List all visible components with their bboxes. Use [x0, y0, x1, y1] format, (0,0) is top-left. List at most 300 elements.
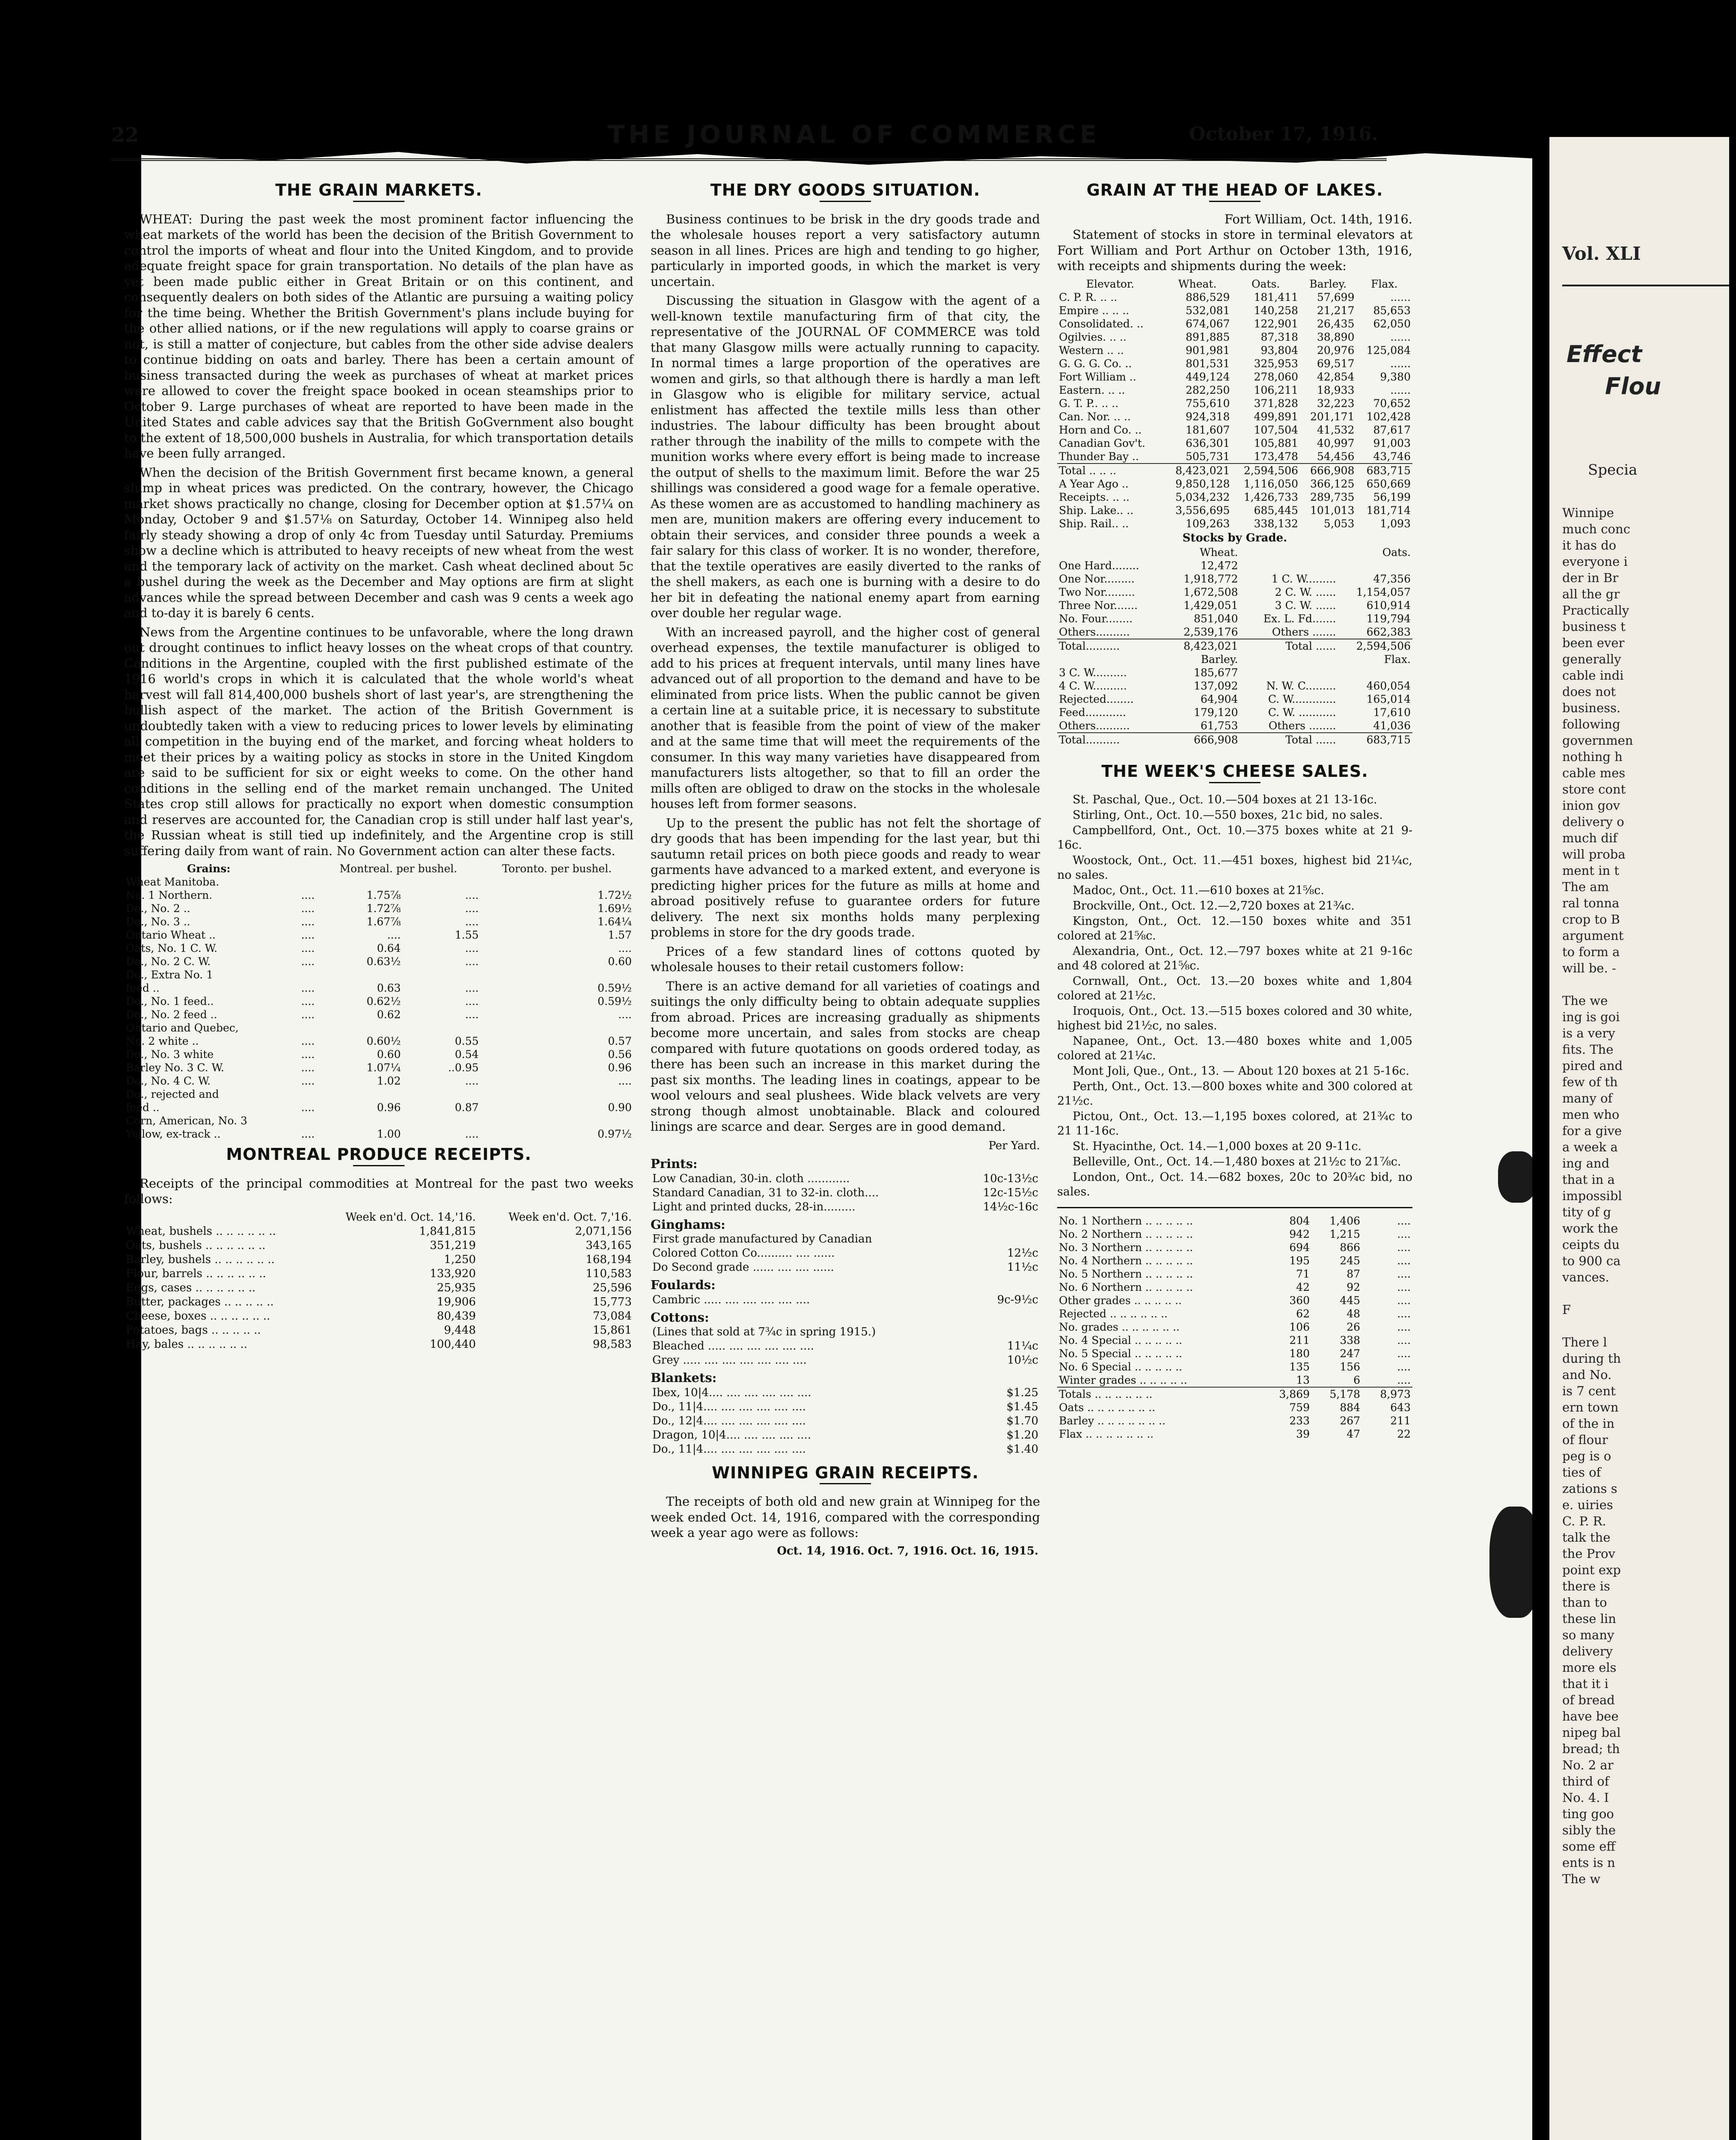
table-cell: Do., No. 2 ..: [126, 902, 190, 915]
table-cell: [480, 968, 633, 981]
table-cell: 0.62: [377, 1008, 401, 1021]
table-cell: 371,828: [1254, 397, 1299, 410]
table-cell: First grade manufactured by Canadian: [652, 1233, 872, 1245]
adjacent-text-fragment: Winnipe: [1562, 505, 1614, 520]
table-cell: 278,060: [1254, 370, 1299, 383]
table-cell: [988, 1232, 1040, 1246]
table-row: [124, 1127, 633, 1141]
table-cell: 179,120: [1194, 706, 1238, 719]
table-cell: Two Nor.........: [1059, 586, 1135, 598]
table-cell: 135: [1289, 1360, 1310, 1373]
table-cell: 0.59½: [597, 995, 632, 1008]
adjacent-text-fragment: ties of: [1562, 1465, 1601, 1480]
table-cell: ....: [465, 1075, 479, 1087]
table-cell: 1,093: [1380, 517, 1411, 530]
table-header: Montreal. per bushel.: [339, 862, 458, 875]
table-cell: Do., 11|4.... .... .... .... .... ....: [652, 1400, 806, 1413]
newspaper-title: THE JOURNAL OF COMMERCE: [608, 120, 1101, 149]
price-section-table: [651, 1325, 1040, 1367]
column-2: [651, 180, 1040, 1558]
table-row: [124, 968, 633, 981]
table-cell: 8,423,021: [1165, 639, 1240, 653]
grain-markets-heading: THE GRAIN MARKETS.: [275, 181, 482, 199]
adjacent-text-fragment: ting goo: [1562, 1807, 1614, 1821]
table-cell: 0.60: [608, 955, 632, 968]
table-cell: [480, 1088, 633, 1101]
table-cell: 755,610: [1186, 397, 1230, 410]
adjacent-text-fragment: is 7 cent: [1562, 1384, 1616, 1398]
table-cell: Do Second grade ...... .... .... ......: [652, 1261, 834, 1274]
table-row: [1057, 719, 1412, 733]
dateline: Fort William, Oct. 14th, 1916.: [1224, 211, 1412, 226]
table-cell: Eggs, cases .. .. .. .. .. ..: [126, 1281, 256, 1294]
table-cell: Do., No. 4 C. W.: [126, 1075, 211, 1087]
table-cell: 325,953: [1254, 357, 1299, 370]
table-row: [124, 1267, 633, 1281]
table-cell: 3,556,695: [1175, 504, 1230, 517]
cheese-sale-entry: St. Hyacinthe, Oct. 14.—1,000 boxes at 20 9-11c.: [1073, 1139, 1362, 1153]
adjacent-text-fragment: will proba: [1562, 847, 1626, 862]
divider: [353, 201, 404, 202]
table-cell: ....: [301, 1008, 315, 1021]
table-cell: ....: [1397, 1281, 1411, 1293]
price-section-table: [651, 1172, 1040, 1214]
article-paragraph: Up to the present the public has not felt the shortage of dry goods that has been impending for the last year, but thi sautumn retail prices on both piece goods and ready to wear garments have advanced to a marked extent, and everyone is predicting higher prices for the future as mills at home and abroad positively refuse to guarantee orders for future delivery. The next six months holds many perplexing problems in store for the dry goods trade.: [651, 815, 1040, 939]
table-cell: 901,981: [1186, 344, 1230, 357]
table-cell: 56,199: [1373, 490, 1411, 503]
table-cell: ....: [1397, 1267, 1411, 1280]
adjacent-text-fragment: No. 2 ar: [1562, 1758, 1614, 1772]
table-header: Grains:: [187, 862, 231, 875]
table-cell: Standard Canadian, 31 to 32-in. cloth....: [652, 1186, 879, 1199]
table-cell: 351,219: [430, 1239, 476, 1252]
table-cell: Oats, No. 1 C. W.: [126, 942, 217, 954]
table-cell: 1.07¼: [366, 1061, 401, 1074]
adjacent-text-fragment: ern town: [1562, 1400, 1619, 1415]
issue-date: October 17, 1916.: [1189, 123, 1378, 145]
table-cell: 8,973: [1362, 1387, 1412, 1401]
table-cell: Feed............: [1059, 706, 1126, 719]
table-cell: 38,890: [1317, 330, 1355, 343]
table-cell: 924,318: [1186, 410, 1230, 423]
table-cell: [480, 1114, 633, 1127]
table-cell: Butter, packages .. .. .. .. ..: [126, 1295, 274, 1308]
table-cell: 26: [1347, 1320, 1361, 1333]
elevator-stocks-table: [1057, 277, 1412, 530]
table-cell: Total .. .. ..: [1057, 464, 1163, 477]
table-cell: ....: [1397, 1254, 1411, 1267]
adjacent-text-fragment: ral tonna: [1562, 896, 1620, 910]
table-row: [124, 1338, 633, 1352]
winnipeg-receipts-heading: WINNIPEG GRAIN RECEIPTS.: [712, 1463, 979, 1482]
table-header: Oct. 16, 1915.: [951, 1544, 1038, 1557]
table-cell: ....: [301, 1128, 315, 1140]
table-row: [1057, 383, 1412, 397]
table-cell: No. 4 Special .. .. .. .. ..: [1059, 1334, 1183, 1346]
table-cell: 1.55: [455, 929, 479, 941]
adjacent-text-fragment: talk the: [1562, 1530, 1611, 1545]
table-cell: 70,652: [1373, 397, 1411, 410]
table-cell: Others ........: [1268, 719, 1336, 732]
table-cell: Empire .. .. ..: [1059, 304, 1130, 317]
table-cell: [316, 875, 402, 889]
table-cell: Do., No. 1 feed..: [126, 995, 214, 1008]
article-paragraph: When the decision of the British Government first became known, a general slump in wheat prices was predicted. On the contrary, however, the Chicago market shows practically no change, closing for December option at $1.57¼ on Monday, October 9 and $1.57⅛ on Saturday, October 14. Winnipeg also held fairly steady showing a drop of only 4c from Tuesday until Saturday. Premiums show a decline which is attributed to heavy receipts of new wheat from the west and the temporary lack of activity on the market. Cash wheat declined about 5c a bushel during the week as the December and May options are firm at slight advances while the spread between December and cash was 9 cents a week ago and to-day it is barely 6 cents.: [124, 465, 633, 620]
winnipeg-receipts-table: [1057, 1214, 1412, 1441]
table-cell: 1,250: [444, 1253, 476, 1266]
table-cell: ....: [301, 1075, 315, 1087]
table-row: [124, 1253, 633, 1267]
table-cell: 1.69½: [597, 902, 632, 915]
table-row: [1057, 1214, 1412, 1228]
table-cell: 137,092: [1194, 680, 1238, 692]
table-row: [1057, 572, 1412, 586]
table-cell: 0.54: [455, 1048, 479, 1061]
table-cell: 636,301: [1186, 437, 1230, 449]
table-header: Week en'd. Oct. 14,'16.: [345, 1210, 476, 1224]
table-cell: [480, 875, 633, 889]
table-row: [651, 1386, 1040, 1400]
table-row: [1057, 1347, 1412, 1360]
table-cell: [293, 968, 316, 981]
table-cell: $1.20: [1006, 1428, 1038, 1442]
table-row: [124, 1074, 633, 1088]
table-cell: feed ..: [126, 1101, 160, 1114]
adjacent-text-fragment: impossibl: [1562, 1189, 1622, 1203]
table-cell: 289,735: [1310, 490, 1355, 503]
table-row: [124, 889, 633, 902]
table-header: [1240, 546, 1338, 559]
article-paragraph: Business continues to be brisk in the dry goods trade and the wholesale houses report a very satisfactory autumn season in all lines. Prices are high and tending to go higher, particularly in imported goods, in which the market is very uncertain.: [651, 211, 1040, 289]
table-cell: 92: [1347, 1281, 1361, 1293]
table-cell: 122,901: [1254, 317, 1299, 330]
table-cell: 662,383: [1366, 626, 1411, 638]
adjacent-headline: Effect: [1567, 341, 1642, 368]
table-cell: ......: [1390, 291, 1411, 303]
table-cell: 87,617: [1373, 423, 1411, 436]
adjacent-text-fragment: that in a: [1562, 1172, 1615, 1187]
adjacent-text-fragment: tity of g: [1562, 1205, 1611, 1219]
table-row: [1057, 1373, 1412, 1387]
table-cell: 804: [1289, 1214, 1310, 1227]
table-cell: 1.72½: [597, 889, 632, 901]
table-row: [1057, 1360, 1412, 1373]
table-header: [1057, 546, 1165, 559]
head-of-lakes-intro: Statement of stocks in store in terminal elevators at Fort William and Port Arthur on October 13th, 1916, with receipts and shipments during the week:: [1057, 227, 1412, 273]
table-header: Toronto. per bushel.: [502, 862, 612, 875]
table-cell: ....: [301, 995, 315, 1008]
table-cell: ....: [301, 942, 315, 954]
table-row: [651, 1400, 1040, 1414]
adjacent-text-fragment: The am: [1562, 880, 1609, 894]
table-cell: 10½c: [1007, 1354, 1038, 1367]
table-cell: 43,746: [1373, 450, 1411, 463]
table-cell: 9c-9½c: [997, 1293, 1038, 1306]
table-row: [1057, 291, 1412, 304]
table-cell: 694: [1289, 1241, 1310, 1254]
table-cell: ....: [301, 1048, 315, 1061]
adjacent-text-fragment: following: [1562, 717, 1620, 731]
table-cell: 47: [1347, 1427, 1361, 1440]
adjacent-text-fragment: Practically: [1562, 603, 1629, 618]
table-cell: No. 5 Northern .. .. .. .. ..: [1059, 1267, 1193, 1280]
cheese-sales-list: [1057, 793, 1412, 1199]
table-cell: 26,435: [1317, 317, 1355, 330]
adjacent-text-fragment: der in Br: [1562, 571, 1619, 585]
table-cell: 6: [1353, 1373, 1361, 1386]
table-row: [124, 1114, 633, 1127]
divider: [1057, 1207, 1412, 1208]
grain-price-table: [124, 862, 633, 1141]
table-cell: Fort William ..: [1059, 370, 1136, 383]
adjacent-text-fragment: business.: [1562, 701, 1621, 715]
table-cell: 71: [1296, 1267, 1310, 1280]
adjacent-text-fragment: ents is n: [1562, 1855, 1615, 1870]
table-cell: 119,794: [1366, 612, 1411, 625]
table-cell: G. T. P.. .. ..: [1059, 397, 1119, 410]
table-cell: Ship. Rail.. ..: [1059, 517, 1129, 530]
table-cell: 156: [1340, 1360, 1361, 1373]
table-cell: Do., Extra No. 1: [126, 969, 213, 981]
table-cell: 666,908: [1300, 464, 1356, 477]
table-cell: $1.25: [1006, 1386, 1038, 1399]
article-paragraph: With an increased payroll, and the higher cost of general overhead expenses, the textile manufacturer is obliged to add to his prices at frequent intervals, until many lines have advanced out of all proportion to the demand and have to be eliminated from price lists. When the public cannot be given a certain line at a suitable price, it is necessary to substitute another that is feasible from the point of view of the maker and at the same time that will meet the requirements of the consumer. In this way many varieties have disappeared from manufacturers lists altogether, so that to fill an order the mills often are obliged to draw on the stocks in the wholesale houses left from former seasons.: [651, 624, 1040, 811]
table-cell: [1338, 666, 1412, 679]
table-cell: 9,380: [1380, 370, 1411, 383]
table-cell: ....: [301, 915, 315, 928]
table-cell: 5,053: [1323, 517, 1355, 530]
table-cell: 15,773: [593, 1295, 632, 1308]
table-header: Oct. 14, 1916.: [777, 1544, 865, 1557]
table-cell: No. 4 Northern .. .. .. .. ..: [1059, 1254, 1193, 1267]
table-row: [651, 1260, 1040, 1275]
table-cell: 0.59½: [597, 982, 632, 994]
ink-blot: [1498, 1151, 1532, 1203]
table-cell: 17,610: [1373, 706, 1411, 719]
adjacent-text-fragment: The we: [1562, 993, 1608, 1008]
divider: [820, 201, 871, 202]
table-cell: [293, 875, 316, 889]
table-cell: 140,258: [1254, 304, 1299, 317]
table-cell: Eastern. .. ..: [1059, 383, 1125, 396]
table-cell: Horn and Co. ..: [1059, 423, 1142, 436]
table-cell: 247: [1340, 1347, 1361, 1360]
table-cell: Ogilvies. .. ..: [1059, 330, 1127, 343]
table-cell: C. W.............: [1268, 693, 1336, 705]
table-header: Elevator.: [1086, 277, 1135, 290]
cheese-sale-entry: Woostock, Ont., Oct. 11.—451 boxes, highest bid 21¼c, no sales.: [1057, 853, 1412, 882]
table-cell: ....: [1397, 1214, 1411, 1227]
table-cell: $1.45: [1006, 1400, 1038, 1413]
table-cell: ....: [465, 955, 479, 968]
adjacent-text-fragment: sibly the: [1562, 1823, 1616, 1837]
article-paragraph: There is an active demand for all varieties of coatings and suitings the only difficulty being to obtain adequate supplies from abroad. Prices are increasing gradually as shipments become more uncertain, and sales from stocks are cheap compared with future quotations on goods ordered today, as there has been such an increase in this market during the past six months. The leading lines in coatings, appear to be wool velours and seal plushees. Wide black velvets are very strong though almost unobtainable. Black and coloured linings are scarce and dear. Serges are in good demand.: [651, 978, 1040, 1134]
table-cell: (Lines that sold at 7¾c in spring 1915.): [652, 1326, 876, 1338]
table-cell: 64,904: [1201, 693, 1238, 705]
table-row: [1057, 706, 1412, 719]
table-cell: 338: [1340, 1334, 1361, 1346]
table-cell: 366,125: [1310, 477, 1355, 490]
table-cell: Grey ..... .... .... .... .... .... ....: [652, 1354, 807, 1367]
adjacent-text-fragment: many of: [1562, 1091, 1613, 1106]
table-cell: 532,081: [1186, 304, 1230, 317]
table-cell: ....: [301, 1035, 315, 1047]
table-cell: Ship. Lake.. ..: [1059, 504, 1134, 517]
total-row: [1057, 1414, 1412, 1427]
table-cell: 41,036: [1373, 719, 1411, 732]
table-cell: feed ..: [126, 982, 160, 994]
table-cell: ....: [1397, 1347, 1411, 1360]
table-cell: 759: [1289, 1401, 1310, 1414]
table-cell: Total ......: [1240, 733, 1338, 746]
table-cell: 445: [1340, 1294, 1361, 1307]
table-cell: 48: [1347, 1307, 1361, 1320]
table-row: [651, 1246, 1040, 1260]
table-cell: ....: [618, 1075, 632, 1087]
table-cell: 62,050: [1373, 317, 1411, 330]
table-cell: No. 2 white ..: [126, 1035, 199, 1047]
table-row: [1057, 599, 1412, 612]
table-cell: Others .......: [1272, 626, 1336, 638]
table-cell: [1240, 666, 1338, 679]
table-cell: Hay, bales .. .. .. .. .. ..: [126, 1338, 247, 1351]
price-section-title: Blankets:: [651, 1370, 717, 1385]
table-cell: G. G. G. Co. ..: [1059, 357, 1132, 370]
table-cell: Barley .. .. .. .. .. .. ..: [1059, 1414, 1166, 1427]
cheese-sale-entry: Mont Joli, Que., Ont., 13. — About 120 boxes at 21 5-16c.: [1073, 1064, 1409, 1078]
cheese-sales-heading: THE WEEK'S CHEESE SALES.: [1101, 762, 1368, 781]
table-cell: ......: [1390, 330, 1411, 343]
table-cell: 1.02: [377, 1075, 401, 1087]
table-row: [1057, 410, 1412, 423]
table-row: [1057, 1267, 1412, 1281]
cheese-sale-entry: Pictou, Ont., Oct. 13.—1,195 boxes colored, at 21¾c to 21 11-16c.: [1057, 1109, 1412, 1138]
table-cell: No. 6 Northern .. .. .. .. ..: [1059, 1281, 1193, 1293]
table-row: [124, 915, 633, 928]
table-row: [1057, 693, 1412, 706]
table-row: [1057, 1254, 1412, 1267]
adjacent-text-fragment: men who: [1562, 1107, 1620, 1122]
adjacent-text-fragment: nipeg bal: [1562, 1725, 1621, 1740]
table-cell: 181,714: [1366, 504, 1411, 517]
table-cell: 110,583: [586, 1267, 632, 1280]
table-row: [651, 1232, 1040, 1246]
table-cell: [480, 1021, 633, 1034]
cheese-sale-entry: Brockville, Ont., Oct. 12.—2,720 boxes at 21¾c.: [1073, 899, 1355, 912]
table-cell: ..0.95: [448, 1061, 479, 1074]
table-cell: Three Nor.......: [1059, 599, 1138, 612]
table-cell: 87,318: [1260, 330, 1299, 343]
divider: [1562, 285, 1729, 286]
column-1: [124, 180, 633, 1352]
table-row: [651, 1414, 1040, 1428]
movement-row: [1057, 490, 1412, 504]
adjacent-text-fragment: these lin: [1562, 1611, 1616, 1626]
table-cell: ....: [1397, 1294, 1411, 1307]
table-row: [1057, 397, 1412, 410]
movement-row: [1057, 517, 1412, 530]
table-row: [1057, 653, 1412, 666]
dry-goods-price-list: [651, 1156, 1040, 1456]
table-cell: Bleached ..... .... .... .... .... ....: [652, 1340, 814, 1352]
table-cell: 3 C. W..........: [1059, 666, 1127, 679]
table-cell: 173,478: [1254, 450, 1299, 463]
adjacent-text-fragment: ment in t: [1562, 863, 1620, 878]
table-cell: 942: [1289, 1228, 1310, 1240]
adjacent-text-fragment: There l: [1562, 1335, 1607, 1349]
table-cell: 0.96: [608, 1061, 632, 1074]
table-cell: 133,920: [430, 1267, 476, 1280]
table-cell: 1.75⅞: [366, 889, 401, 901]
table-cell: 109,263: [1186, 517, 1230, 530]
per-yard-label: Per Yard.: [988, 1139, 1040, 1152]
table-cell: 683,715: [1338, 733, 1412, 746]
table-cell: 0.87: [455, 1101, 479, 1114]
table-header: Barley.: [1309, 277, 1347, 290]
table-row: [651, 1200, 1040, 1214]
adjacent-text-fragment: inion gov: [1562, 798, 1620, 813]
table-cell: 211: [1390, 1414, 1411, 1427]
table-row: [124, 1295, 633, 1309]
table-cell: 47,356: [1373, 573, 1411, 585]
table-row: [1057, 546, 1412, 559]
table-row: [1057, 370, 1412, 383]
table-cell: Low Canadian, 30-in. cloth ............: [652, 1172, 850, 1185]
table-cell: ....: [301, 955, 315, 968]
table-cell: 282,250: [1186, 383, 1230, 396]
table-cell: Cheese, boxes .. .. .. .. .. ..: [126, 1309, 271, 1323]
table-cell: ....: [301, 902, 315, 915]
table-cell: Do., No. 3 ..: [126, 915, 190, 928]
table-header: Flax.: [1384, 653, 1411, 666]
table-cell: 10c-13½c: [983, 1172, 1038, 1185]
price-section-title: Prints:: [651, 1156, 698, 1171]
price-section-title: Foulards:: [651, 1278, 716, 1292]
table-row: [124, 1101, 633, 1114]
table-cell: 91,003: [1373, 437, 1411, 449]
table-cell: 165,014: [1366, 693, 1411, 705]
movement-row: [1057, 504, 1412, 517]
table-cell: 12,472: [1201, 559, 1238, 572]
adjacent-text-fragment: argument: [1562, 928, 1624, 943]
adjacent-text-fragment: ing is goi: [1562, 1010, 1620, 1024]
table-row: [651, 1172, 1040, 1186]
price-section-title: Cottons:: [651, 1310, 709, 1325]
table-header: Oats.: [1251, 277, 1280, 290]
table-cell: 1.72⅞: [366, 902, 401, 915]
table-cell: 22: [1397, 1427, 1411, 1440]
adjacent-text-fragment: will be. -: [1562, 961, 1616, 975]
table-cell: No. 1 Northern .. .. .. .. ..: [1059, 1214, 1193, 1227]
table-cell: No. Four........: [1059, 612, 1133, 625]
table-cell: 211: [1289, 1334, 1310, 1346]
table-cell: 886,529: [1186, 291, 1230, 303]
adjacent-text-fragment: the Prov: [1562, 1546, 1615, 1561]
table-cell: [402, 1088, 480, 1101]
table-cell: 8,423,021: [1163, 464, 1232, 477]
table-cell: 505,731: [1186, 450, 1230, 463]
adjacent-text-fragment: during th: [1562, 1351, 1621, 1366]
table-cell: 1,154,057: [1356, 586, 1411, 598]
table-cell: No. 1 Northern.: [126, 889, 213, 901]
table-cell: ....: [618, 1008, 632, 1021]
volume-label: Vol. XLI: [1562, 243, 1641, 264]
table-cell: [1240, 559, 1338, 572]
table-cell: 73,084: [593, 1309, 632, 1323]
table-row: [124, 1061, 633, 1074]
table-cell: 2 C. W. ......: [1275, 586, 1336, 598]
table-cell: ....: [301, 929, 315, 941]
